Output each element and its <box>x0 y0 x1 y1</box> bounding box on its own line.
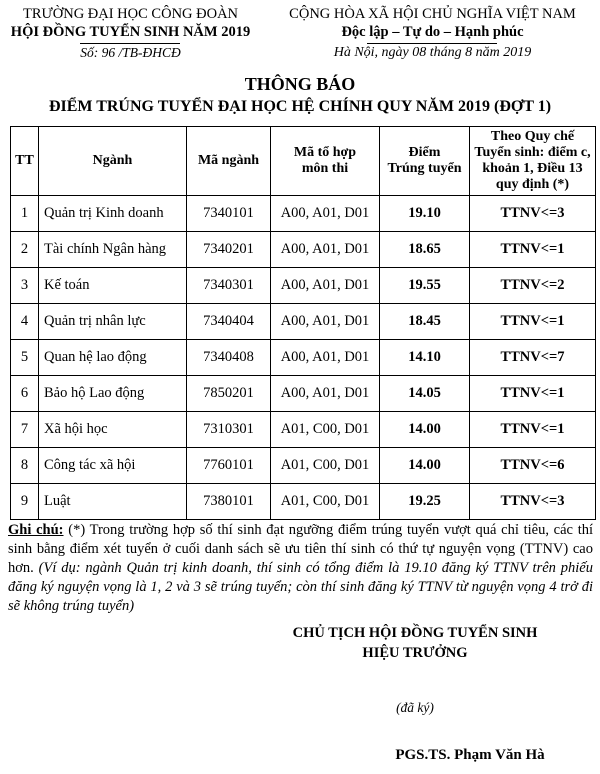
header-qc-line2: Tuyển sinh: điểm c, <box>474 145 591 160</box>
header-qc-line1: Theo Quy chế <box>490 129 575 144</box>
document-date: Hà Nội, ngày 08 tháng 8 năm 2019 <box>333 45 532 60</box>
cell-ttnv: TTNV<=3 <box>470 196 596 232</box>
cell-ma-nganh: 7340404 <box>187 304 271 340</box>
cell-to-hop: A00, A01, D01 <box>271 232 380 268</box>
table-row <box>11 232 596 268</box>
cell-diem: 19.25 <box>380 484 470 520</box>
note-text: (*) Trong trường hợp số thí sinh đạt ngưỡng điểm trúng tuyển vượt quá chỉ tiêu, các thí sinh bằng điểm xét tuyển ở cuối danh sách sẽ ưu tiên thí sinh có thứ tự nguyện vọng (TTNV) cao hơn. <box>8 522 594 576</box>
header-quy-che <box>470 127 596 196</box>
cell-diem: 19.10 <box>380 196 470 232</box>
cell-tt: 9 <box>11 484 39 520</box>
cell-diem: 14.10 <box>380 340 470 376</box>
cell-tt: 5 <box>11 340 39 376</box>
national-title: CỘNG HÒA XÃ HỘI CHỦ NGHĨA VIỆT NAM <box>289 6 576 22</box>
cell-to-hop: A01, C00, D01 <box>271 448 380 484</box>
school-name: TRƯỜNG ĐẠI HỌC CÔNG ĐOÀN <box>22 6 239 22</box>
header-to-hop <box>271 127 380 196</box>
signatory-name: PGS.TS. Phạm Văn Hà <box>395 747 545 763</box>
cell-ma-nganh: 7760101 <box>187 448 271 484</box>
cell-ma-nganh: 7340101 <box>187 196 271 232</box>
table-row <box>11 196 596 232</box>
table-row <box>11 304 596 340</box>
national-motto: Độc lập – Tự do – Hạnh phúc <box>341 24 524 40</box>
cell-ttnv: TTNV<=1 <box>470 232 596 268</box>
note-example: (Ví dụ: ngành Quản trị kinh doanh, thí sinh có tổng điểm là 19.10 đăng ký TTNV trên phiếu đăng ký nguyện vọng là 1, 2 và 3 sẽ trúng tuyển; còn thí sinh đăng ký TTNV từ nguyện vọng 4 trở đi sẽ không trúng tuyển) <box>8 560 593 614</box>
header-to-hop-line2: môn thi <box>301 161 349 176</box>
cell-nganh: Bảo hộ Lao động <box>39 376 187 412</box>
header-qc-line3: khoản 1, Điều 13 <box>482 161 583 176</box>
cell-nganh: Kế toán <box>39 268 187 304</box>
cell-ttnv: TTNV<=1 <box>470 376 596 412</box>
cell-nganh: Luật <box>39 484 187 520</box>
cell-ttnv: TTNV<=6 <box>470 448 596 484</box>
cell-to-hop: A00, A01, D01 <box>271 376 380 412</box>
header-diem-line2: Trúng tuyển <box>387 161 462 176</box>
cell-ttnv: TTNV<=7 <box>470 340 596 376</box>
cell-tt: 6 <box>11 376 39 412</box>
header-divider-right <box>367 43 497 44</box>
cell-ttnv: TTNV<=3 <box>470 484 596 520</box>
council-name: HỘI ĐỒNG TUYỂN SINH NĂM 2019 <box>10 24 251 40</box>
cell-tt: 7 <box>11 412 39 448</box>
table-header-row <box>11 127 596 196</box>
document-number: Số: 96 /TB-ĐHCĐ <box>80 45 181 60</box>
table-row <box>11 340 596 376</box>
cell-ma-nganh: 7380101 <box>187 484 271 520</box>
header-diem-line1: Điểm <box>408 145 441 160</box>
cell-nganh: Quan hệ lao động <box>39 340 187 376</box>
cell-to-hop: A01, C00, D01 <box>271 412 380 448</box>
table-row <box>11 484 596 520</box>
cell-diem: 14.00 <box>380 448 470 484</box>
cell-to-hop: A00, A01, D01 <box>271 304 380 340</box>
signature-title-chair: CHỦ TỊCH HỘI ĐỒNG TUYỂN SINH <box>292 625 538 641</box>
signature-title-rector: HIỆU TRƯỞNG <box>362 645 468 661</box>
cell-diem: 18.45 <box>380 304 470 340</box>
cell-nganh: Tài chính Ngân hàng <box>39 232 187 268</box>
notice-subtitle: ĐIỂM TRÚNG TUYỂN ĐẠI HỌC HỆ CHÍNH QUY NĂM 2019 (ĐỢT 1) <box>48 98 552 115</box>
header-ma-nganh: Mã ngành <box>187 127 271 196</box>
header-diem <box>380 127 470 196</box>
cell-ttnv: TTNV<=2 <box>470 268 596 304</box>
cell-to-hop: A00, A01, D01 <box>271 196 380 232</box>
cell-diem: 18.65 <box>380 232 470 268</box>
cell-ma-nganh: 7340408 <box>187 340 271 376</box>
cell-tt: 8 <box>11 448 39 484</box>
note-block <box>8 521 593 616</box>
cell-tt: 1 <box>11 196 39 232</box>
cell-ma-nganh: 7340301 <box>187 268 271 304</box>
header-qc-line4: quy định (*) <box>495 177 570 192</box>
table-row <box>11 376 596 412</box>
cell-nganh: Quản trị Kinh doanh <box>39 196 187 232</box>
cell-ma-nganh: 7340201 <box>187 232 271 268</box>
cell-tt: 3 <box>11 268 39 304</box>
note-label: Ghi chú: <box>8 522 64 538</box>
table-row <box>11 412 596 448</box>
cell-ma-nganh: 7850201 <box>187 376 271 412</box>
header-tt: TT <box>11 127 39 196</box>
cell-diem: 19.55 <box>380 268 470 304</box>
cell-diem: 14.05 <box>380 376 470 412</box>
notice-title: THÔNG BÁO <box>244 74 356 94</box>
header-divider-left <box>80 43 180 44</box>
cell-ma-nganh: 7310301 <box>187 412 271 448</box>
cell-ttnv: TTNV<=1 <box>470 304 596 340</box>
cell-diem: 14.00 <box>380 412 470 448</box>
cell-to-hop: A00, A01, D01 <box>271 340 380 376</box>
header-nganh: Ngành <box>39 127 187 196</box>
signed-mark: (đã ký) <box>396 700 434 715</box>
cell-nganh: Công tác xã hội <box>39 448 187 484</box>
cell-nganh: Xã hội học <box>39 412 187 448</box>
cell-to-hop: A00, A01, D01 <box>271 268 380 304</box>
header-to-hop-line1: Mã tổ hợp <box>293 145 357 160</box>
cell-nganh: Quản trị nhân lực <box>39 304 187 340</box>
table-row <box>11 268 596 304</box>
table-row <box>11 448 596 484</box>
cell-to-hop: A01, C00, D01 <box>271 484 380 520</box>
cell-tt: 4 <box>11 304 39 340</box>
admission-score-table <box>10 126 596 520</box>
cell-ttnv: TTNV<=1 <box>470 412 596 448</box>
cell-tt: 2 <box>11 232 39 268</box>
